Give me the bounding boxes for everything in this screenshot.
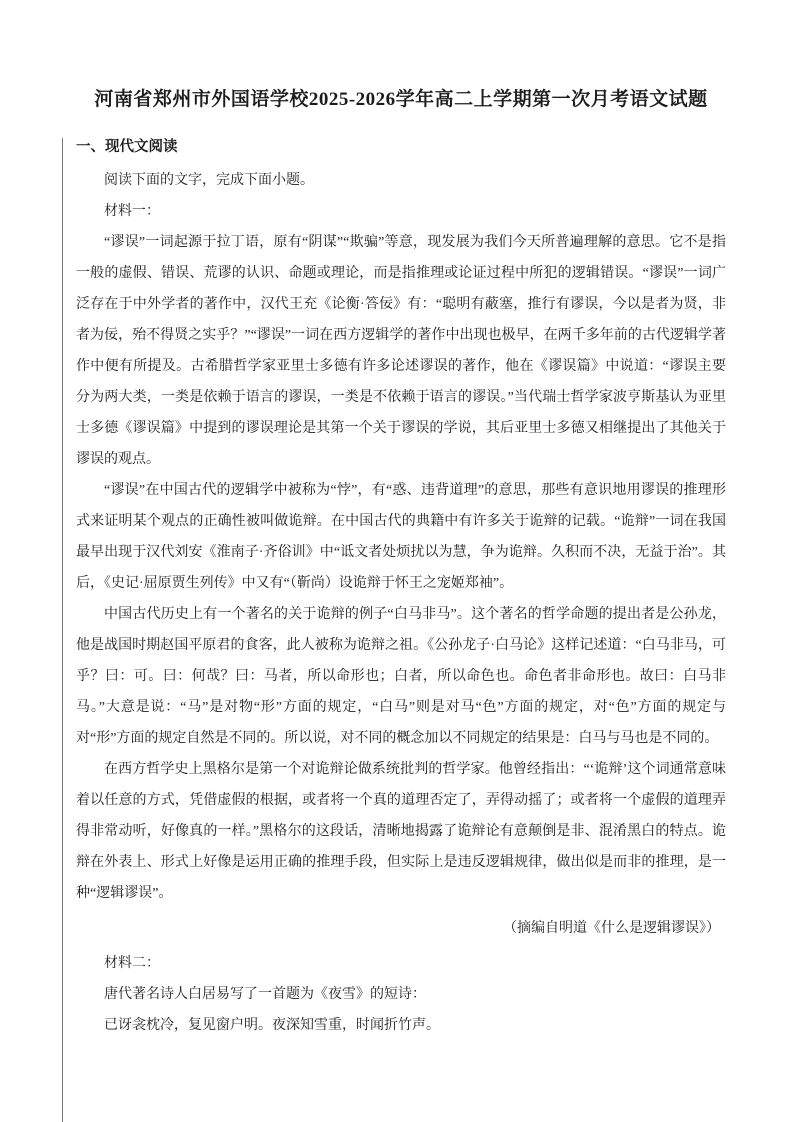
- section-heading-modern-reading: 一、现代文阅读: [76, 138, 178, 155]
- document-content: [76, 86, 726, 1041]
- material-two-intro: 唐代著名诗人白居易写了一首题为《夜雪》的短诗：: [104, 986, 426, 1002]
- material-one-source: （摘编自明道《什么是逻辑谬误》）: [503, 920, 720, 936]
- material-two-poem: 已讶衾枕冷，复见窗户明。夜深知雪重，时闻折竹声。: [104, 1017, 440, 1033]
- left-margin-rule: [62, 138, 63, 1122]
- material-one-paragraph-4: 在西方哲学史上黑格尔是第一个对诡辩论做系统批判的哲学家。他曾经指出：“‘诡辩’这个词通常意味着以任意的方式，凭借虚假的根据，或者将一个真的道理否定了，弄得动摇了；或者将一个虚假的道理弄得非常动听，好像真的一样。”黑格尔的这段话，清晰地揭露了诡辩论有意颠倒是非、混淆黑白的特点。诡辩在外表上、形式上好像是运用正确的推理手段，但实际上是违反逻辑规律，做出似是而非的推理，是一种“逻辑谬误”。: [76, 761, 726, 901]
- material-two-label: 材料二：: [104, 955, 160, 971]
- material-one-paragraph-3: 中国古代历史上有一个著名的关于诡辩的例子“白马非马”。这个著名的哲学命题的提出者是公孙龙，他是战国时期赵国平原君的食客，此人被称为诡辩之祖。《公孙龙子·白马论》这样记述道：“白马非马，可乎？曰：可。曰：何哉？曰：马者，所以命形也；白者，所以命色也。命色者非命形也。故曰：白马非马。”大意是说：“马”是对物“形”方面的规定，“白马”则是对马“色”方面的规定，对“色”方面的规定与对“形”方面的规定自然是不同的。所以说，对不同的概念加以不同规定的结果是：白马与马也是不同的。: [76, 606, 726, 746]
- material-one-label: 材料一：: [104, 203, 160, 219]
- material-one-paragraph-2: “谬误”在中国古代的逻辑学中被称为“悖”，有“惑、违背道理”的意思，那些有意识地用谬误的推理形式来证明某个观点的正确性被叫做诡辩。在中国古代的典籍中有许多关于诡辩的记载。“诡辩”一词在我国最早出现于汉代刘安《淮南子·齐俗训》中“诋文者处烦扰以为慧，争为诡辩。久积而不决，无益于治”。其后，《史记·屈原贾生列传》中又有“（靳尚）设诡辩于怀王之宠姬郑袖”。: [76, 482, 726, 591]
- material-one-paragraph-1: “谬误”一词起源于拉丁语，原有“阴谋”“欺骗”等意，现发展为我们今天所普遍理解的意思。它不是指一般的虚假、错误、荒谬的认识、命题或理论，而是指推理或论证过程中所犯的逻辑错误。“谬误”一词广泛存在于中外学者的著作中，汉代王充《论衡·答佞》有：“聪明有蔽塞，推行有谬误，今以是者为贤，非者为佞，殆不得贤之实乎？”“谬误”一词在西方逻辑学的著作中出现也极早，在两千多年前的古代逻辑学著作中便有所提及。古希腊哲学家亚里士多德有许多论述谬误的著作，他在《谬误篇》中说道：“谬误主要分为两大类，一类是依赖于语言的谬误，一类是不依赖于语言的谬误。”当代瑞士哲学家波亨斯基认为亚里士多德《谬误篇》中提到的谬误理论是其第一个关于谬误的学说，其后亚里士多德又相继提出了其他关于谬误的观点。: [76, 234, 726, 467]
- reading-instruction: 阅读下面的文字，完成下面小题。: [104, 172, 314, 188]
- document-title: 河南省郑州市外国语学校2025-2026学年高二上学期第一次月考语文试题: [94, 89, 708, 110]
